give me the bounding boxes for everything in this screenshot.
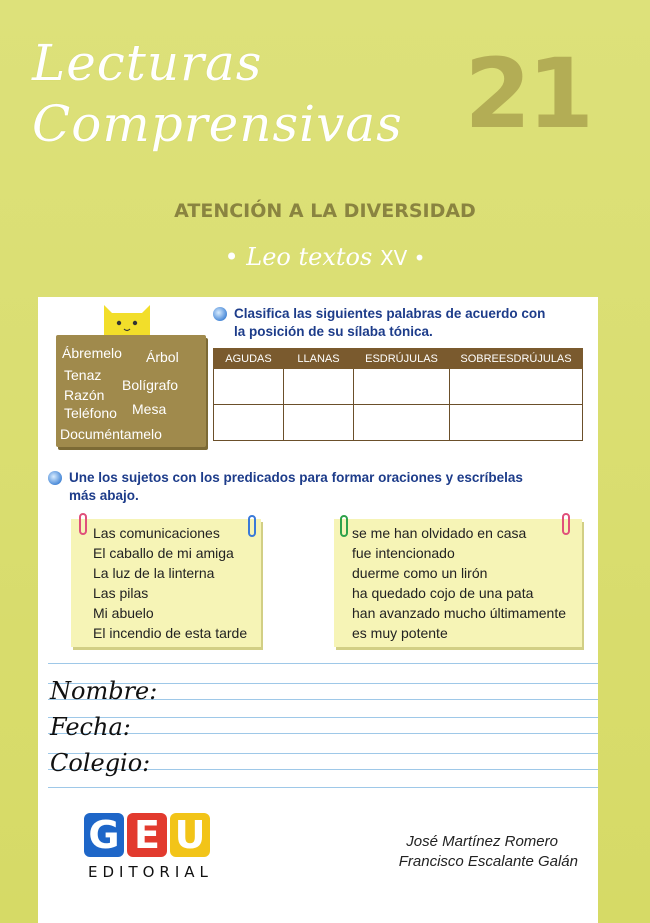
subject-item: El caballo de mi amiga: [93, 545, 234, 561]
column-header-agudas: AGUDAS: [214, 349, 284, 369]
predicates-note: [334, 519, 582, 647]
exercise2-instruction: [69, 469, 523, 505]
bullet-icon: [213, 307, 227, 321]
worksheet-panel: [38, 297, 598, 923]
booklet-number: 21: [464, 38, 590, 150]
board-word: Documéntamelo: [60, 426, 162, 442]
predicate-item: se me han olvidado en casa: [352, 525, 527, 541]
board-word: Teléfono: [64, 405, 117, 421]
publisher-word: EDITORIAL: [88, 863, 213, 881]
column-header-llanas: LLANAS: [284, 349, 354, 369]
predicate-item: ha quedado cojo de una pata: [352, 585, 534, 601]
date-label: Fecha:: [50, 713, 131, 741]
answer-cell[interactable]: [214, 369, 284, 405]
author-1: José Martínez Romero: [406, 833, 558, 850]
subtitle: ATENCIÓN A LA DIVERSIDAD: [174, 200, 476, 222]
subject-item: Las comunicaciones: [93, 525, 220, 541]
writing-line: [48, 787, 598, 788]
board-word: Razón: [64, 387, 105, 403]
board-word: Bolígrafo: [122, 377, 179, 393]
answer-cell[interactable]: [450, 405, 583, 441]
subtitle-secondary: [0, 243, 650, 271]
word-board: [56, 335, 206, 447]
paperclip-icon: [562, 513, 570, 535]
answer-cell[interactable]: [284, 369, 354, 405]
answer-cell[interactable]: [214, 405, 284, 441]
name-label: Nombre:: [50, 677, 158, 705]
cat-icon: [98, 297, 156, 337]
author-2: Francisco Escalante Galán: [398, 853, 578, 870]
classification-table: [213, 348, 583, 441]
board-word: Tenaz: [64, 367, 102, 383]
logo-letter-u: U: [170, 813, 210, 857]
predicate-item: fue intencionado: [352, 545, 455, 561]
exercise1-instruction: [234, 305, 545, 341]
answer-cell[interactable]: [354, 369, 450, 405]
subtitle-secondary-text: • Leo textos: [224, 243, 373, 271]
subjects-note: [71, 519, 261, 647]
subject-item: Las pilas: [93, 585, 149, 601]
logo-letter-e: E: [127, 813, 167, 857]
exercise2-instruction-line1: Une los sujetos con los predicados para formar oraciones y escríbelas: [69, 470, 523, 485]
exercise1-instruction-line1: Clasifica las siguientes palabras de acuerdo con: [234, 306, 546, 321]
bullet-icon: [48, 471, 62, 485]
paperclip-icon: [340, 515, 348, 537]
publisher-logo: [84, 813, 213, 857]
paperclip-icon: [79, 513, 87, 535]
board-word: Árbol: [146, 349, 179, 365]
answer-cell[interactable]: [284, 405, 354, 441]
subject-item: El incendio de esta tarde: [93, 625, 248, 641]
answer-cell[interactable]: [354, 405, 450, 441]
title-line-2: Comprensivas: [32, 95, 403, 153]
board-word: Mesa: [132, 401, 167, 417]
board-word: Ábremelo: [62, 345, 122, 361]
school-label: Colegio:: [50, 749, 151, 777]
paperclip-icon: [248, 515, 256, 537]
subtitle-secondary-numeral: XV •: [379, 246, 426, 270]
answer-cell[interactable]: [450, 369, 583, 405]
title-line-1: Lecturas: [32, 34, 263, 92]
exercise2-instruction-line2: más abajo.: [69, 488, 139, 503]
column-header-esdrujulas: ESDRÚJULAS: [354, 349, 450, 369]
exercise1-instruction-line2: la posición de su sílaba tónica.: [234, 324, 433, 339]
predicate-item: han avanzado mucho últimamente: [352, 605, 567, 621]
predicate-item: es muy potente: [352, 625, 448, 641]
subject-item: Mi abuelo: [93, 605, 154, 621]
writing-line: [48, 663, 598, 664]
logo-letter-g: G: [84, 813, 124, 857]
column-header-sobreesdrujulas: SOBREESDRÚJULAS: [450, 349, 583, 369]
subject-item: La luz de la linterna: [93, 565, 215, 581]
predicate-item: duerme como un lirón: [352, 565, 488, 581]
